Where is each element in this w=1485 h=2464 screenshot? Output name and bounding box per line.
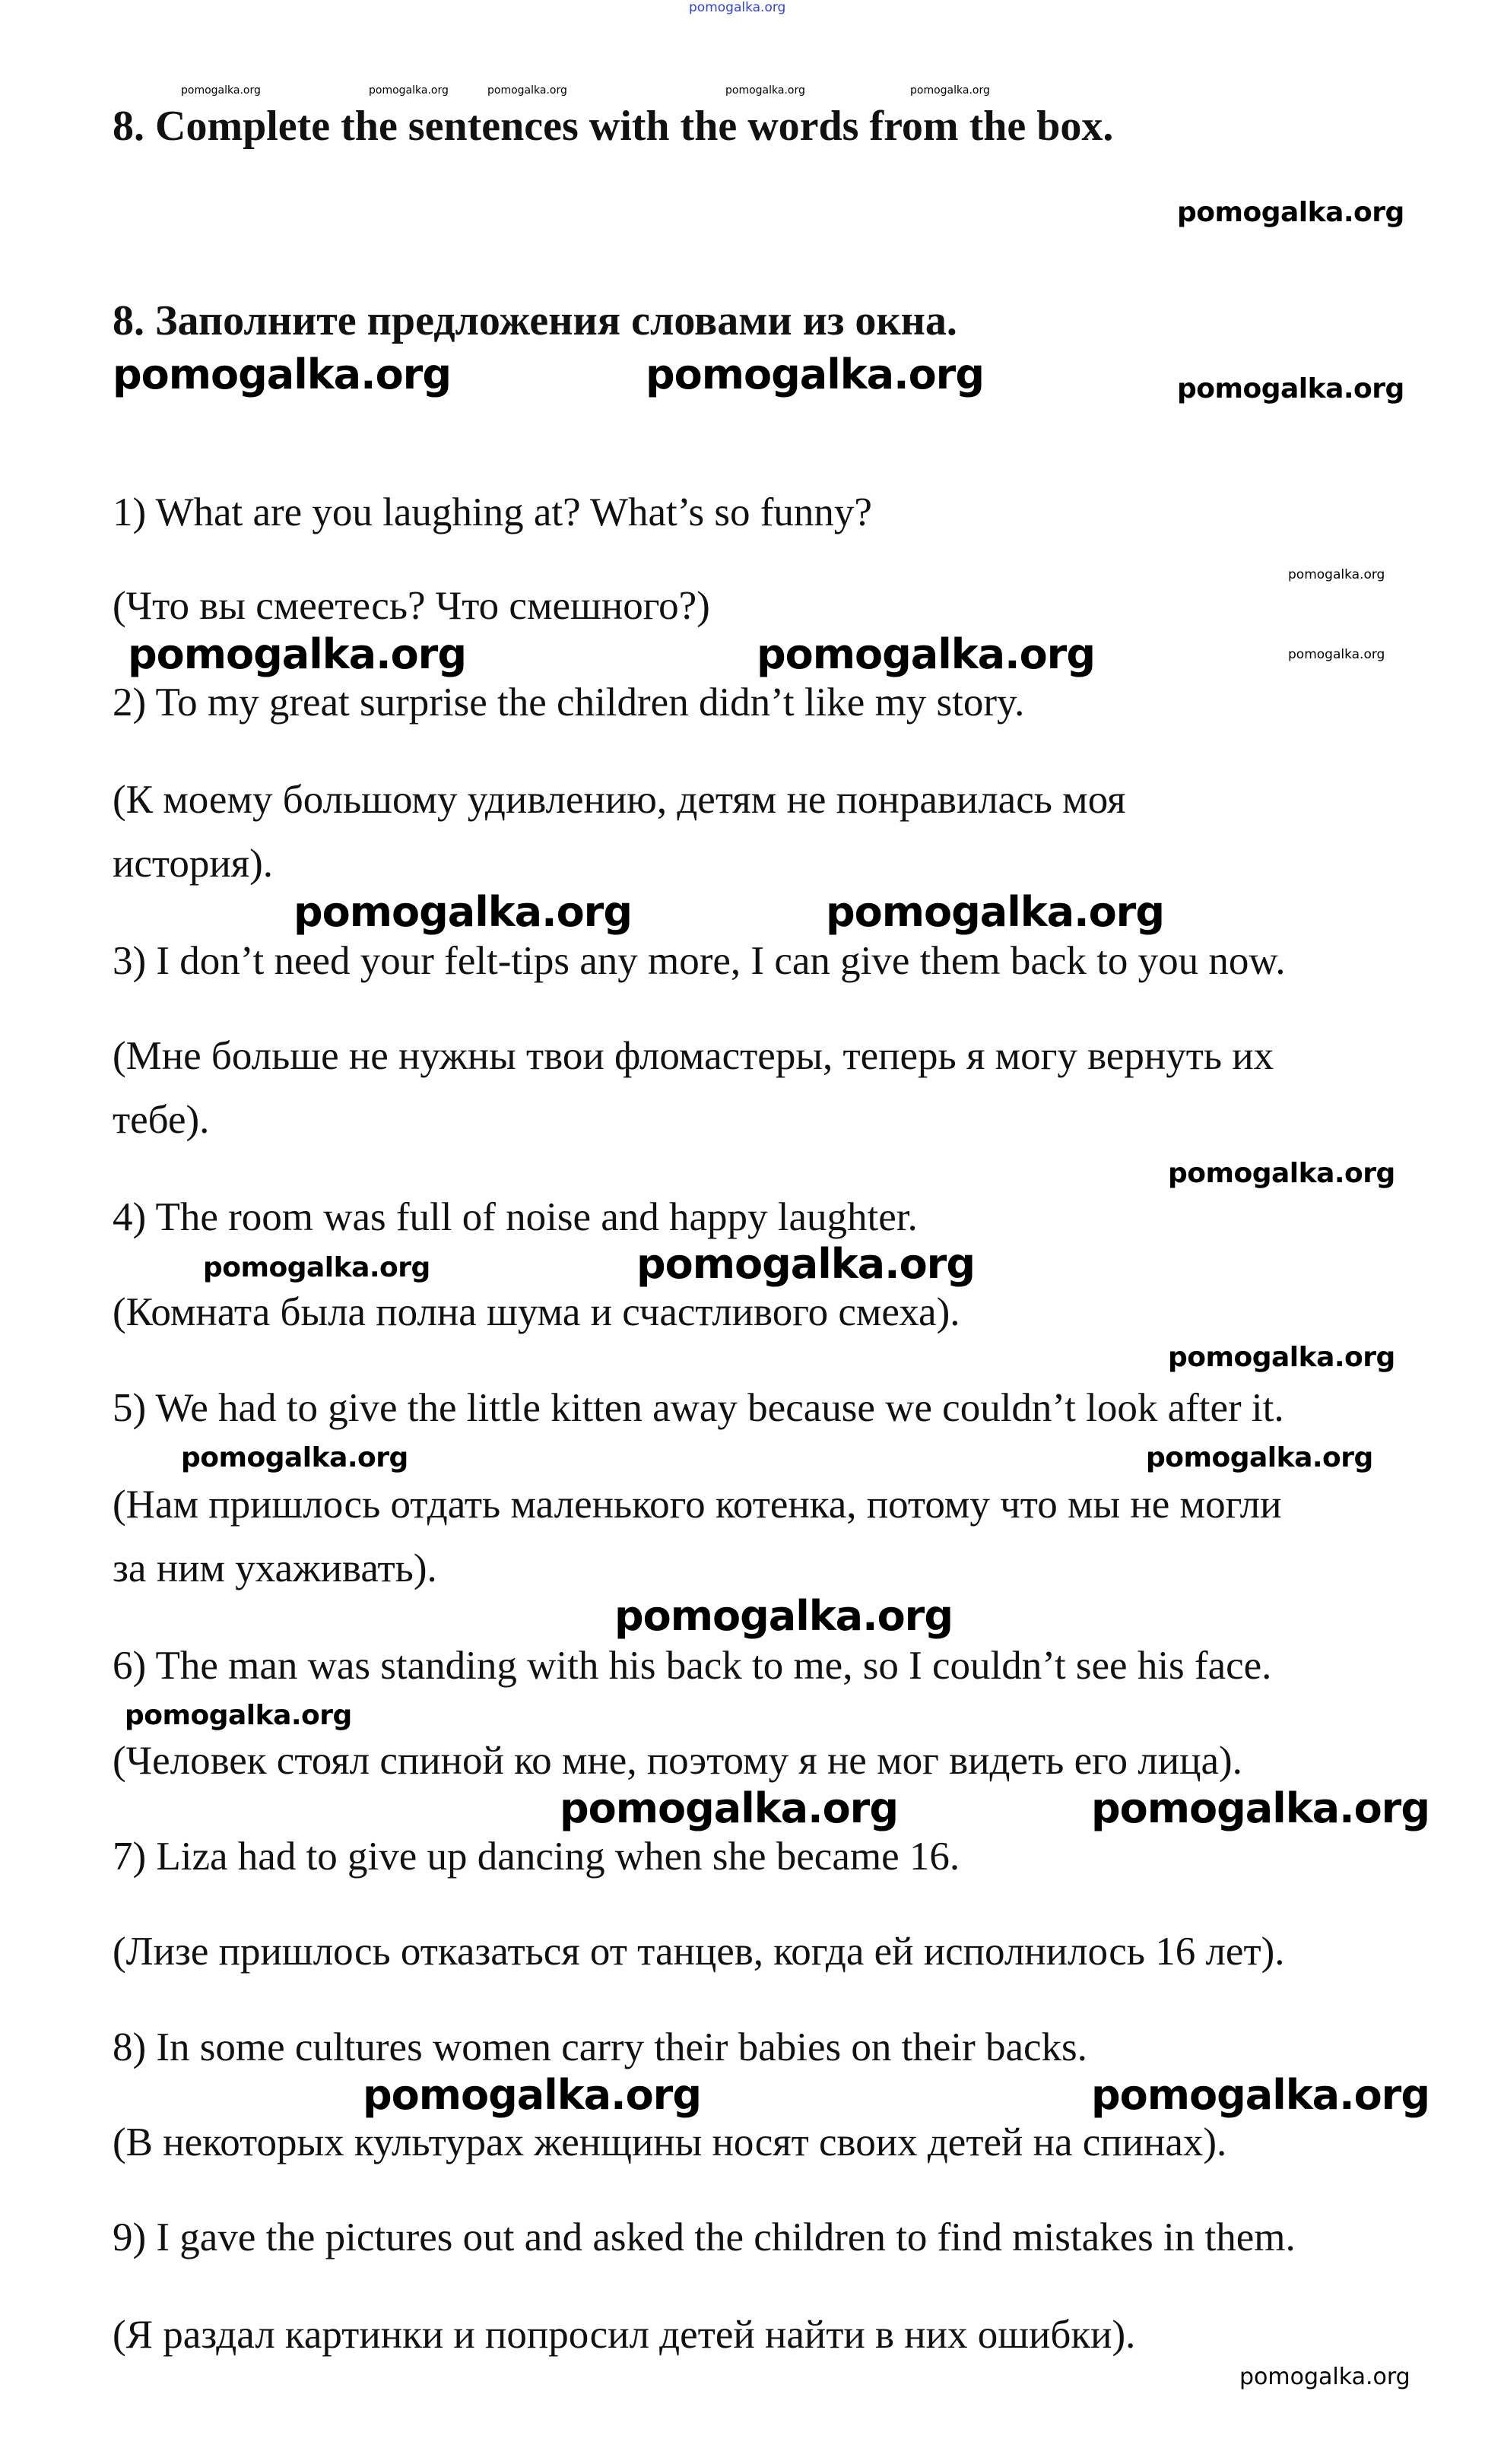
sentence-1-ru: (Что вы смеетесь? Что смешного?) (113, 584, 710, 628)
watermark: pomogalka.org (1177, 373, 1404, 404)
sentence-3-en: 3) I don’t need your felt-tips any more, I can give them back to you now. (113, 939, 1286, 983)
watermark: pomogalka.org (725, 84, 805, 97)
watermark: pomogalka.org (487, 84, 567, 97)
sentence-5-en: 5) We had to give the little kitten away because we couldn’t look after it. (113, 1386, 1284, 1430)
sentence-4-ru: (Комната была полна шума и счастливого смеха). (113, 1290, 960, 1334)
exercise-title-ru: 8. Заполните предложения словами из окна. (113, 297, 957, 344)
watermark: pomogalka.org (826, 888, 1164, 936)
sentence-2-ru: (К моему большому удивлению, детям не понравилась моя (113, 778, 1126, 822)
watermark-top: pomogalka.org (689, 0, 786, 15)
sentence-6-ru: (Человек стоял спиной ко мне, поэтому я не мог видеть его лица). (113, 1739, 1242, 1783)
watermark: pomogalka.org (1288, 647, 1385, 662)
watermark: pomogalka.org (1288, 567, 1385, 582)
sentence-6-en: 6) The man was standing with his back to me, so I couldn’t see his face. (113, 1644, 1272, 1688)
sentence-3-ru: (Мне больше не нужны твои фломастеры, теперь я могу вернуть их (113, 1034, 1274, 1078)
sentence-7-ru: (Лизе пришлось отказаться от танцев, когда ей исполнилось 16 лет). (113, 1930, 1285, 1974)
sentence-9-en: 9) I gave the pictures out and asked the children to find mistakes in them. (113, 2215, 1296, 2259)
watermark: pomogalka.org (363, 2071, 701, 2119)
watermark: pomogalka.org (757, 630, 1095, 678)
sentence-9-ru: (Я раздал картинки и попросил детей найти в них ошибки). (113, 2313, 1136, 2357)
watermark: pomogalka.org (113, 350, 451, 398)
sentence-8-en: 8) In some cultures women carry their babies on their backs. (113, 2025, 1087, 2069)
sentence-4-en: 4) The room was full of noise and happy laughter. (113, 1195, 918, 1239)
sentence-7-en: 7) Liza had to give up dancing when she became 16. (113, 1835, 960, 1879)
sentence-2-en: 2) To my great surprise the children didn’t like my story. (113, 680, 1025, 725)
sentence-5-ru: (Нам пришлось отдать маленького котенка, потому что мы не могли (113, 1483, 1282, 1527)
watermark: pomogalka.org (1239, 2364, 1410, 2390)
watermark: pomogalka.org (203, 1252, 430, 1283)
watermark: pomogalka.org (1091, 1784, 1429, 1832)
watermark: pomogalka.org (636, 1240, 975, 1288)
watermark: pomogalka.org (1091, 2071, 1429, 2119)
watermark: pomogalka.org (128, 630, 466, 678)
sentence-3-ru-cont: тебе). (113, 1098, 210, 1142)
watermark: pomogalka.org (560, 1784, 898, 1832)
watermark: pomogalka.org (181, 84, 261, 97)
sentence-2-ru-cont: история). (113, 842, 273, 886)
sentence-1-en: 1) What are you laughing at? What’s so funny? (113, 490, 872, 534)
watermark: pomogalka.org (294, 888, 632, 936)
watermark: pomogalka.org (614, 1592, 953, 1640)
exercise-title-en: 8. Complete the sentences with the words from the box. (113, 103, 1114, 150)
watermark: pomogalka.org (369, 84, 449, 97)
watermark: pomogalka.org (1168, 1342, 1395, 1373)
sentence-5-ru-cont: за ним ухаживать). (113, 1546, 437, 1590)
watermark: pomogalka.org (1168, 1158, 1395, 1189)
watermark: pomogalka.org (910, 84, 990, 97)
watermark: pomogalka.org (125, 1700, 352, 1731)
watermark: pomogalka.org (1146, 1442, 1373, 1473)
watermark: pomogalka.org (1177, 197, 1404, 228)
watermark: pomogalka.org (646, 350, 984, 398)
sentence-8-ru: (В некоторых культурах женщины носят своих детей на спинах). (113, 2120, 1227, 2164)
watermark: pomogalka.org (181, 1442, 408, 1473)
